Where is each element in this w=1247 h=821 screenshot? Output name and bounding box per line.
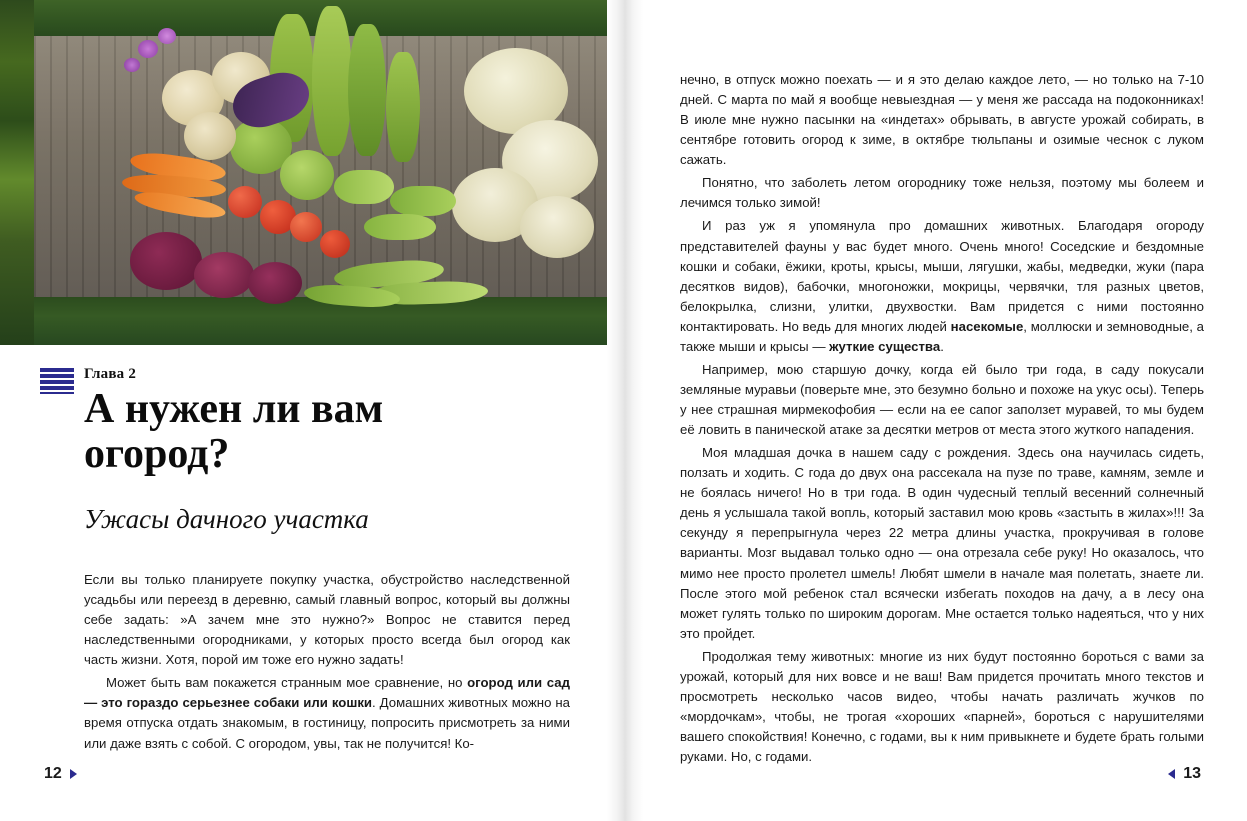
page-number-left-value: 12: [44, 765, 62, 782]
paragraph-bold: жуткие существа: [829, 338, 941, 354]
paragraph-lead: Может быть вам покажется странным мое сравнение, но: [106, 675, 468, 691]
vegetables-photo: [34, 0, 607, 345]
paragraph-bold: насекомые: [950, 318, 1024, 334]
chapter-bars-ornament-icon: [40, 368, 74, 394]
paragraph: Понятно, что заболеть летом огороднику тоже нельзя, поэтому мы болеем и лечимся только зимой!: [680, 175, 1204, 211]
paragraph: Если вы только планируете покупку участка, обустройство наследственной усадьбы или переезд в деревню, самый главный вопрос, который вы должны себе задать: »А зачем мне это нужно?» Вопрос не ставится перед наследственными огородниками, у которых просто всегда был огород как часть жизни. Хотя, порой им тоже его нужно задать!: [84, 572, 570, 668]
paragraph: Продолжая тему животных: многие из них будут постоянно бороться с вами за урожай, который для них вовсе и не ваш! Вам придется прочитать много текстов и просмотреть несколько часов видео, чтобы начать различать жучков по «мордочкам», чтобы, не трогая «хороших «парней», бороться с нарушителями вашего спокойствия! Конечно, с годами, вы к ним привыкнете и будете брать голыми руками. Но, с годами.: [680, 648, 1204, 765]
paragraph-lead: И раз уж я упомянула про домашних животных. Благодаря огороду представителей фауны у вас будет много. Очень много! Соседские и бездомные кошки и собаки, ёжики, кроты, крысы, мыши, лягушки, жабы, медведки, жуки (пара десятков видов), бабочки, многоножки, мокрицы, червячки, тля разных цветов, белокрылка, слизни, улитки, двухвостки. Вам придется с ними постоянно контактировать. Но ведь для многих людей: [680, 218, 1204, 334]
photo-grass-bottom: [34, 297, 607, 345]
right-page: [643, 0, 1247, 821]
paragraph-tail: .: [940, 338, 944, 354]
book-gutter: [607, 0, 643, 821]
right-page-body-text: [680, 70, 1204, 767]
arrow-right-icon: [70, 769, 77, 779]
chapter-title: А нужен ли вам огород?: [84, 386, 384, 478]
page-number-right: [1168, 765, 1201, 783]
paragraph: Моя младшая дочка в нашем саду с рождения. Здесь она научилась сидеть, ползать и ходить. С года до двух она рассекала на пузе по траве, камням, земле и не боялась ничего! Но в три года. В один чудесный теплый весенний солнечный день я услышала такой вопль, который заставил мою кровь «застыть в жилах»!!! За секунду я перепрыгнула через 22 метра длины участка, прокручивая в голове варианты. Мозг выдавал только одно — она отрезала себе руку! Но оказалось, что мимо нее просто пролетел шмель! Любят шмели в начале мая полетать, знаете ли. После этого мой ребенок стал всячески избегать походов на дачу, а в лесу она может гулять только по широким дорогам. Мне остается только надеяться, что у них это пройдет.: [680, 445, 1204, 641]
page-number-left: [44, 765, 77, 783]
paragraph: Например, мою старшую дочку, когда ей было три года, в саду покусали земляные муравьи (поверьте мне, это безумно больно и похоже на укус осы). Теперь у нее страшная мирмекофобия — если на ее сапог заползет муравей, то мы будем её ловить в панической атаке за десятки метров от места этого жуткого нападения.: [680, 361, 1204, 438]
chapter-heading-block: [40, 360, 580, 535]
paragraph-bold: огород или сад — это гораздо серьезнее собаки или кошки: [84, 675, 570, 711]
section-title: Ужасы дачного участка: [84, 503, 369, 534]
paragraph: нечно, в отпуск можно поехать — и я это делаю каждое лето, — но только на 7-10 дней. С марта по май я вообще невыездная — у меня же рассада на подоконниках! В июле мне нужно пасынки на «индетах» обрывать, в августе урожай собирать, в сентябре готовить огород к зиме, в октябре тюльпаны и озимые чеснок с луком сажать.: [680, 72, 1204, 168]
left-page-body-text: [84, 570, 570, 754]
left-edge-color-stripe: [0, 0, 34, 345]
paragraph: [680, 216, 1204, 356]
paragraph-tail: . Домашних животных можно на время отпуска отдать знакомым, в гостиницу, попросить присмотреть за ними или даже взять с собой. С огородом, увы, так не получится! Ко-: [84, 695, 571, 751]
paragraph-mid: , моллюски и земноводные, а также мыши и крысы —: [680, 318, 1204, 354]
left-page: [0, 0, 620, 821]
page-number-right-value: 13: [1183, 765, 1201, 782]
paragraph: [84, 673, 570, 753]
chapter-number: Глава 2: [84, 366, 137, 382]
arrow-left-icon: [1168, 769, 1175, 779]
